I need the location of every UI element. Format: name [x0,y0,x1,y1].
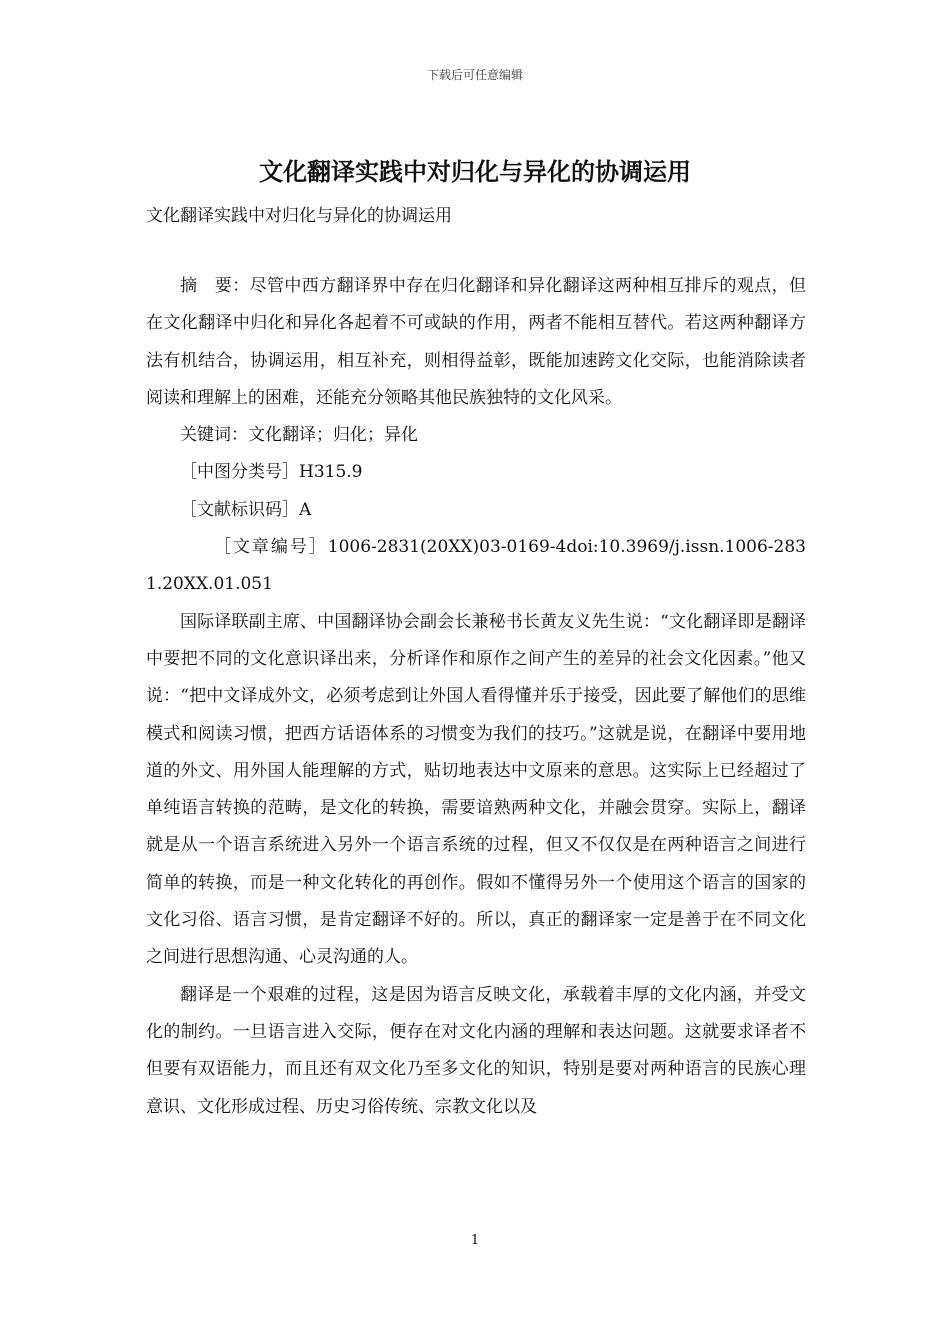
article-number-line: ［文章编号］1006-2831(20XX)03-0169-4doi:10.3969/j.issn.1006-2831.20XX.01.051 [146,537,806,595]
keywords-line: 关键词：文化翻译；归化；异化 [180,425,418,446]
body-paragraph-1: 国际译联副主席、中国翻译协会副会长兼秘书长黄友义先生说：“文化翻译即是翻译中要把不同的文化意识译出来，分析译作和原作之间产生的差异的社会文化因素。”他又说：“把中文译成外文，必须考虑到让外国人看得懂并乐于接受，因此要了解他们的思维模式和阅读习惯，把西方话语体系的习惯变为我们的技巧。”这就是说，在翻译中要用地道的外文、用外国人能理解的方式，贴切地表达中文原来的意思。这实际上已经超过了单纯语言转换的范畴，是文化的转换，需要谙熟两种文化，并融会贯穿。实际上，翻译就是从一个语言系统进入另外一个语言系统的过程，但又不仅仅是在两种语言之间进行简单的转换，而是一种文化转化的再创作。假如不懂得另外一个使用这个语言的国家的文化习俗、语言习惯，是肯定翻译不好的。所以，真正的翻译家一定是善于在不同文化之间进行思想沟通、心灵沟通的人。 [146,611,806,968]
body-paragraph-2: 翻译是一个艰难的过程，这是因为语言反映文化，承载着丰厚的文化内涵，并受文化的制约。一旦语言进入交际，便存在对文化内涵的理解和表达问题。这就要求译者不但要有双语能力，而且还有双文化乃至多文化的知识，特别是要对两种语言的民族心理意识、文化形成过程、历史习俗传统、宗教文化以及 [146,984,806,1117]
document-code-line: ［文献标识码］A [180,499,312,520]
clc-number-line: ［中图分类号］H315.9 [180,462,363,483]
page-number: 1 [470,1233,480,1248]
document-body [146,268,806,1126]
document-subtitle: 文化翻译实践中对归化与异化的协调运用 [146,206,452,226]
document-title: 文化翻译实践中对归化与异化的协调运用 [259,157,691,186]
header-note: 下载后可任意编辑 [426,68,523,82]
abstract-paragraph: 摘 要：尽管中西方翻译界中存在归化翻译和异化翻译这两种相互排斥的观点，但在文化翻译中归化和异化各起着不可或缺的作用，两者不能相互替代。若这两种翻译方法有机结合，协调运用，相互补充，则相得益彰，既能加速跨文化交际，也能消除读者阅读和理解上的困难，还能充分领略其他民族独特的文化风采。 [146,276,806,408]
